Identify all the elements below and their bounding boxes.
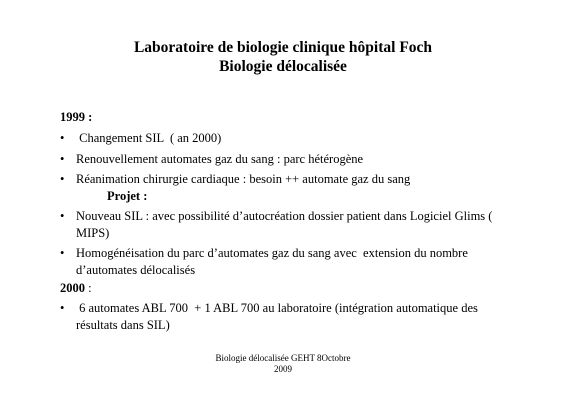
- bullet-icon: •: [60, 301, 65, 315]
- bullet-text: Changement SIL ( an 2000): [76, 131, 222, 145]
- bullet-icon: •: [60, 172, 65, 186]
- slide-title-line2: Biologie délocalisée: [219, 58, 347, 75]
- slide-title-line1: Laboratoire de biologie clinique hôpital Foch: [133, 39, 433, 56]
- section-heading-2000-year: 2000: [60, 281, 85, 295]
- bullet-item: [60, 300, 520, 333]
- bullet-icon: •: [60, 246, 65, 260]
- bullet-text: Réanimation chirurgie cardiaque : besoin ++ automate gaz du sang: [76, 172, 411, 186]
- section-heading-1999: 1999 :: [60, 110, 93, 124]
- bullet-text: Renouvellement automates gaz du sang : parc hétérogène: [76, 152, 364, 166]
- footer-line2: 2009: [274, 364, 292, 374]
- bullet-item: [60, 151, 520, 168]
- section-heading-2000: [60, 280, 92, 296]
- section-heading-projet: Projet :: [107, 189, 148, 203]
- bullet-item: [60, 171, 520, 188]
- footer-line1: Biologie délocalisée GEHT 8Octobre: [215, 353, 351, 363]
- bullet-item: [60, 130, 520, 147]
- bullet-item: [60, 208, 520, 241]
- section-heading-2000-colon: :: [85, 281, 92, 295]
- bullet-icon: •: [60, 152, 65, 166]
- bullet-icon: •: [60, 209, 65, 223]
- bullet-text: Nouveau SIL : avec possibilité d’autocréation dossier patient dans Logiciel Glims ( MIPS): [76, 209, 493, 240]
- bullet-icon: •: [60, 131, 65, 145]
- bullet-text: 6 automates ABL 700 + 1 ABL 700 au laboratoire (intégration automatique des résultats dans SIL): [76, 301, 481, 332]
- bullet-item: [60, 245, 520, 278]
- bullet-text: Homogénéisation du parc d’automates gaz du sang avec extension du nombre d’automates délocalisés: [76, 246, 472, 277]
